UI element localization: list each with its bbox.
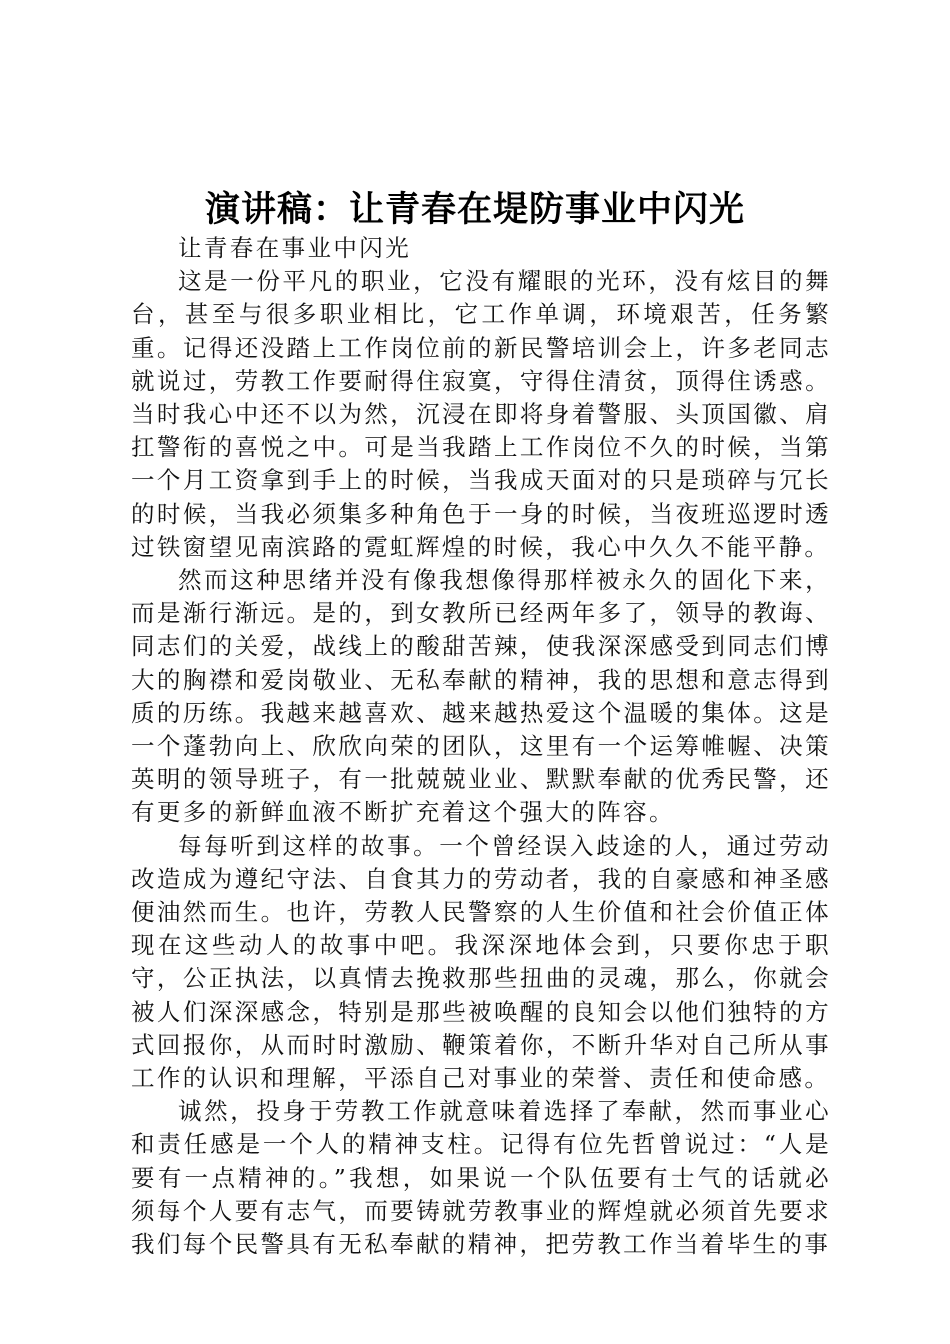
paragraph: 每每听到这样的故事。一个曾经误入歧途的人，通过劳动改造成为遵纪守法、自食其力的劳动者，我的自豪感和神圣感便油然而生。也许，劳教人民警察的人生价值和社会价值正体现在这些动人的故事中吧。我深深地体会到，只要你忠于职守，公正执法，以真情去挽救那些扭曲的灵魂，那么，你就会被人们深深感念，特别是那些被唤醒的良知会以他们独特的方式回报你，从而时时激励、鞭策着你，不断升华对自己所从事工作的认识和理解，平添自己对事业的荣誉、责任和使命感。 [131, 831, 831, 1093]
paragraph: 然而这种思绪并没有像我想像得那样被永久的固化下来，而是渐行渐远。是的，到女教所已经两年多了，领导的教诲、同志们的关爱，战线上的酸甜苦辣，使我深深感受到同志们博大的胸襟和爱岗敬业、无私奉献的精神，我的思想和意志得到质的历练。我越来越喜欢、越来越热爱这个温暖的集体。这是一个蓬勃向上、欣欣向荣的团队，这里有一个运筹帷幄、决策英明的领导班子，有一批兢兢业业、默默奉献的优秀民警，还有更多的新鲜血液不断扩充着这个强大的阵容。 [131, 566, 831, 827]
document-body [131, 232, 831, 1261]
paragraph: 这是一份平凡的职业，它没有耀眼的光环，没有炫目的舞台，甚至与很多职业相比，它工作单调，环境艰苦，任务繁重。记得还没踏上工作岗位前的新民警培训会上，许多老同志就说过，劳教工作要耐得住寂寞，守得住清贫，顶得住诱惑。当时我心中还不以为然，沉浸在即将身着警服、头顶国徽、肩扛警衔的喜悦之中。可是当我踏上工作岗位不久的时候，当第一个月工资拿到手上的时候，当我成天面对的只是琐碎与冗长的时候，当我必须集多种角色于一身的时候，当夜班巡逻时透过铁窗望见南滨路的霓虹辉煌的时候，我心中久久不能平静。 [131, 267, 831, 561]
document-title: 演讲稿：让青春在堤防事业中闪光 [204, 190, 745, 230]
paragraph-subtitle: 让青春在事业中闪光 [178, 234, 412, 262]
paragraph: 诚然，投身于劳教工作就意味着选择了奉献，然而事业心和责任感是一个人的精神支柱。记得有位先哲曾说过：“人是要有一点精神的。”我想，如果说一个队伍要有士气的话就必须每个人要有志气，而要铸就劳教事业的辉煌就必须首先要求我们每个民警具有无私奉献的精神，把劳教工作当着毕生的事 [131, 1097, 831, 1259]
